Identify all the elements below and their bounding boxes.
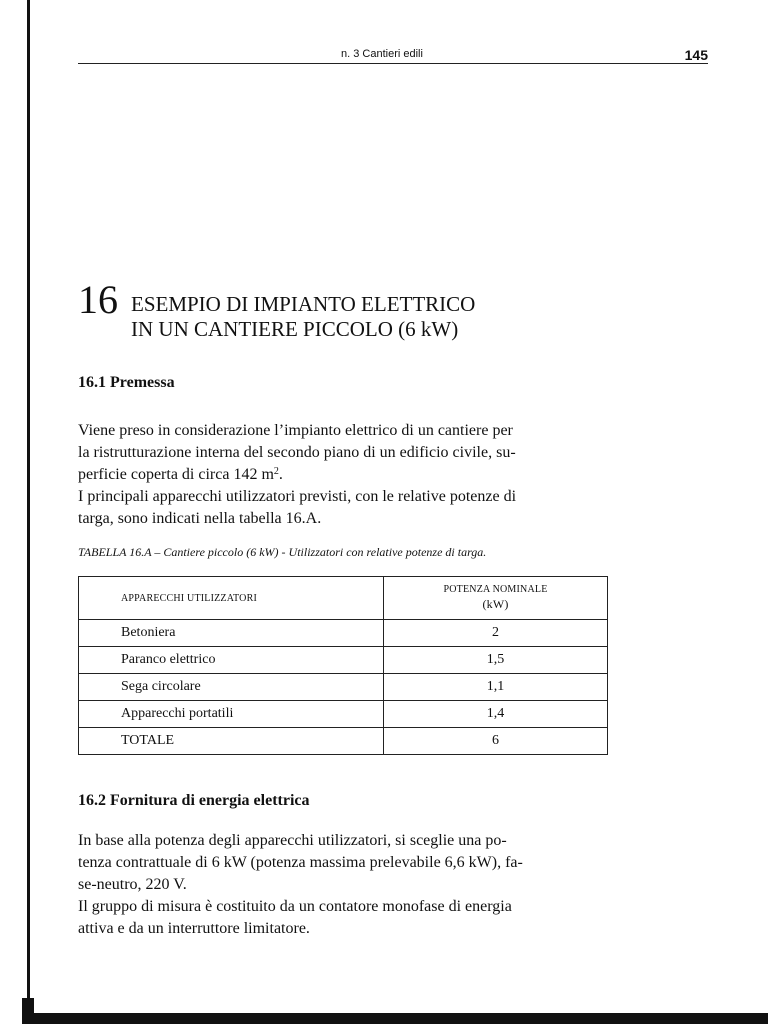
column-header-apparecchi: APPARECCHI UTILIZZATORI	[79, 577, 384, 620]
utilizzatori-table	[78, 576, 608, 755]
table-cell-power: 1,5	[384, 647, 608, 674]
column-header-unit: (kW)	[482, 597, 509, 611]
chapter-number: 16	[78, 277, 118, 322]
superscript: 2	[273, 466, 279, 477]
column-header-potenza-label: POTENZA NOMINALE	[443, 584, 548, 595]
table-cell-power: 2	[384, 620, 608, 647]
text-line: tenza contrattuale di 6 kW (potenza massima prelevabile 6,6 kW), fa-	[78, 854, 523, 871]
text-line	[78, 464, 608, 486]
premessa-paragraph	[78, 420, 608, 530]
section-heading-fornitura: 16.2 Fornitura di energia elettrica	[78, 792, 310, 809]
table-row	[79, 674, 608, 701]
column-header-potenza	[384, 577, 608, 620]
table-header-row	[79, 577, 608, 620]
text-fragment: perficie coperta di circa 142 m	[78, 466, 274, 483]
text-line: targa, sono indicati nella tabella 16.A.	[78, 510, 322, 527]
table-caption: TABELLA 16.A – Cantiere piccolo (6 kW) - Utilizzatori con relative potenze di targa.	[78, 545, 487, 559]
page-number: 145	[684, 47, 708, 63]
text-line: se-neutro, 220 V.	[78, 876, 187, 893]
table-cell-name: Sega circolare	[79, 674, 384, 701]
table-cell-name: Apparecchi portatili	[79, 701, 384, 728]
text-line: Viene preso in considerazione l’impianto elettrico di un cantiere per	[78, 422, 513, 439]
table-cell-name: Paranco elettrico	[79, 647, 384, 674]
text-fragment: .	[278, 466, 283, 483]
table-cell-total-value: 6	[384, 728, 608, 755]
table-cell-total-label: TOTALE	[79, 728, 384, 755]
table-row	[79, 647, 608, 674]
table-cell-power: 1,1	[384, 674, 608, 701]
text-line: I principali apparecchi utilizzatori previsti, con le relative potenze di	[78, 488, 517, 505]
table-cell-name: Betoniera	[79, 620, 384, 647]
chapter-title: ESEMPIO DI IMPIANTO ELETTRICO IN UN CANTIERE PICCOLO (6 kW)	[131, 292, 476, 341]
section-heading-premessa: 16.1 Premessa	[78, 374, 175, 391]
page-bottom-edge	[30, 1013, 768, 1024]
page-binding-edge	[27, 0, 30, 1000]
text-line: Il gruppo di misura è costituito da un contatore monofase di energia	[78, 898, 512, 915]
table-cell-power: 1,4	[384, 701, 608, 728]
table-row	[79, 701, 608, 728]
text-line: la ristrutturazione interna del secondo piano di un edificio civile, su-	[78, 444, 516, 461]
running-head	[78, 45, 708, 64]
text-line: attiva e da un interruttore limitatore.	[78, 920, 310, 937]
text-line: In base alla potenza degli apparecchi utilizzatori, si sceglie una po-	[78, 832, 507, 849]
table-row	[79, 620, 608, 647]
fornitura-paragraph	[78, 830, 608, 940]
running-title: n. 3 Cantieri edili	[341, 48, 423, 60]
table-total-row	[79, 728, 608, 755]
